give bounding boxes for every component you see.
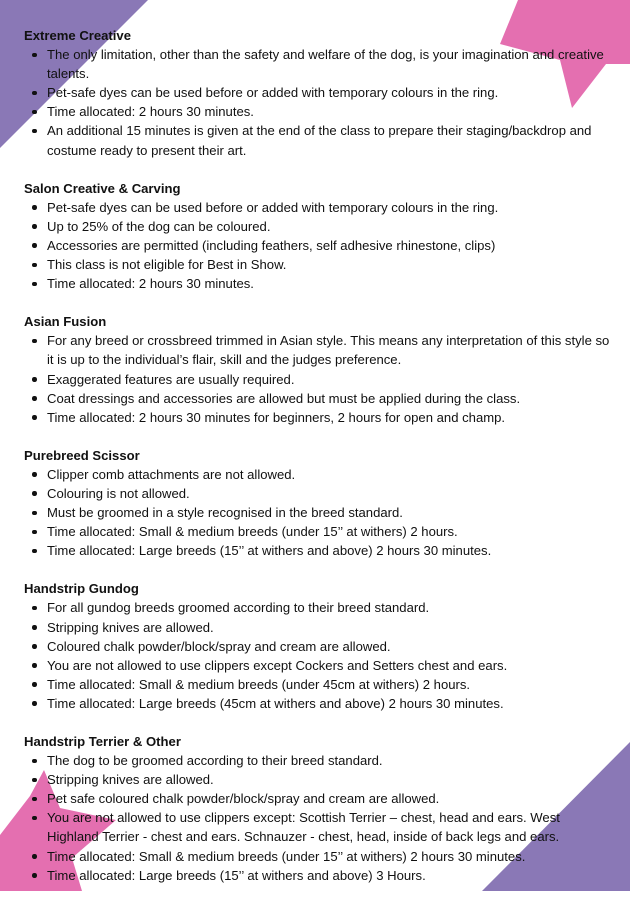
rules-list (24, 751, 614, 885)
list-item: Accessories are permitted (including feathers, self adhesive rhinestone, clips) (24, 236, 614, 255)
list-item: Stripping knives are allowed. (24, 770, 614, 789)
list-item: The only limitation, other than the safety and welfare of the dog, is your imagination and creative talents. (24, 45, 614, 83)
section-heading: Handstrip Terrier & Other (24, 734, 181, 749)
section-extreme-creative (24, 26, 614, 160)
list-item: The dog to be groomed according to their breed standard. (24, 751, 614, 770)
section-handstrip-terrier-other (24, 732, 614, 885)
list-item: Time allocated: Large breeds (45cm at withers and above) 2 hours 30 minutes. (24, 694, 614, 713)
section-heading: Handstrip Gundog (24, 581, 139, 597)
list-item: Time allocated: 2 hours 30 minutes. (24, 274, 614, 293)
list-item: Time allocated: Small & medium breeds (under 15’’ at withers) 2 hours. (24, 522, 614, 541)
list-item: Must be groomed in a style recognised in the breed standard. (24, 503, 614, 522)
list-item: Pet safe coloured chalk powder/block/spray and cream are allowed. (24, 789, 614, 808)
list-item: Pet-safe dyes can be used before or added with temporary colours in the ring. (24, 198, 614, 217)
list-item: Coat dressings and accessories are allowed but must be applied during the class. (24, 389, 614, 408)
list-item: You are not allowed to use clippers except: Scottish Terrier – chest, head and ears. West Highland Terrier - chest and ears. Schnauzer - chest, head, inside of back legs and ears. (24, 808, 614, 846)
rules-list (24, 45, 614, 160)
list-item: Time allocated: 2 hours 30 minutes for beginners, 2 hours for open and champ. (24, 408, 614, 427)
section-salon-creative-carving (24, 179, 614, 294)
section-handstrip-gundog (24, 579, 614, 713)
rules-list (24, 465, 614, 560)
rules-list (24, 598, 614, 713)
list-item: Time allocated: Large breeds (15’’ at withers and above) 2 hours 30 minutes. (24, 541, 614, 560)
list-item: Time allocated: 2 hours 30 minutes. (24, 102, 614, 121)
list-item: Time allocated: Small & medium breeds (under 45cm at withers) 2 hours. (24, 675, 614, 694)
class-rules-document (24, 26, 614, 904)
list-item: Coloured chalk powder/block/spray and cream are allowed. (24, 637, 614, 656)
list-item: Clipper comb attachments are not allowed. (24, 465, 614, 484)
list-item: Time allocated: Small & medium breeds (under 15’’ at withers) 2 hours 30 minutes. (24, 847, 614, 866)
list-item: Time allocated: Large breeds (15’’ at withers and above) 3 Hours. (24, 866, 614, 885)
list-item: Exaggerated features are usually required. (24, 370, 614, 389)
list-item: For any breed or crossbreed trimmed in Asian style. This means any interpretation of this style so it is up to the individual’s flair, skill and the judges preference. (24, 331, 614, 369)
list-item: This class is not eligible for Best in Show. (24, 255, 614, 274)
list-item: Stripping knives are allowed. (24, 618, 614, 637)
list-item: An additional 15 minutes is given at the end of the class to prepare their staging/backdrop and costume ready to present their art. (24, 121, 614, 159)
section-heading: Extreme Creative (24, 28, 131, 43)
list-item: You are not allowed to use clippers except Cockers and Setters chest and ears. (24, 656, 614, 675)
rules-list (24, 331, 614, 426)
section-purebreed-scissor (24, 446, 614, 561)
section-heading: Asian Fusion (24, 314, 107, 330)
list-item: Colouring is not allowed. (24, 484, 614, 503)
rules-list (24, 198, 614, 293)
list-item: Up to 25% of the dog can be coloured. (24, 217, 614, 236)
section-heading: Purebreed Scissor (24, 447, 140, 463)
section-heading: Salon Creative & Carving (24, 180, 181, 196)
list-item: Pet-safe dyes can be used before or added with temporary colours in the ring. (24, 83, 614, 102)
section-asian-fusion (24, 312, 614, 427)
list-item: For all gundog breeds groomed according to their breed standard. (24, 598, 614, 617)
